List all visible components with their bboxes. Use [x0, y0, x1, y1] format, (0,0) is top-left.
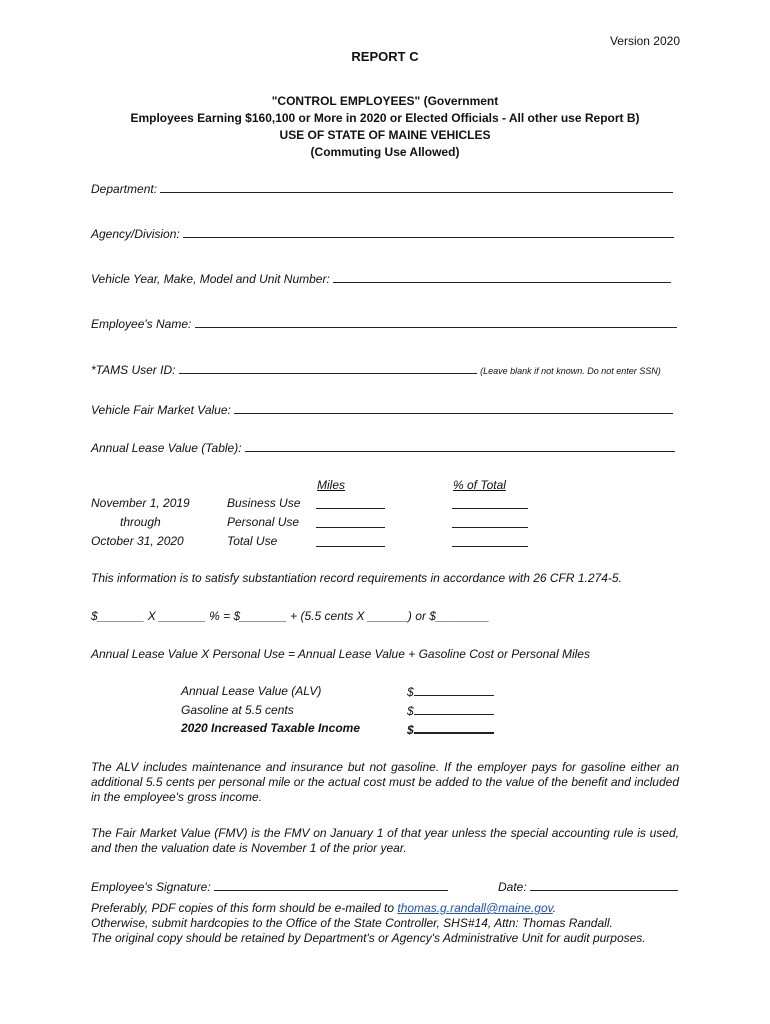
period-start: November 1, 2019: [91, 496, 190, 510]
total-use-label: Total Use: [227, 534, 278, 548]
report-title: REPORT C: [351, 49, 419, 64]
signature-field: [91, 879, 448, 894]
personal-use-label: Personal Use: [227, 515, 300, 529]
header-line-4: (Commuting Use Allowed): [310, 145, 460, 159]
header-line-2: Employees Earning $160,100 or More in 2020 or Elected Officials - All other use Report B): [130, 111, 640, 125]
formula-description: Annual Lease Value X Personal Use = Annual Lease Value + Gasoline Cost or Personal Miles: [91, 647, 590, 661]
employee-name-input-line[interactable]: [195, 316, 677, 328]
signature-label: Employee's Signature:: [91, 880, 211, 894]
fmv-note: The Fair Market Value (FMV) is the FMV on January 1 of that year unless the special accounting rule is used, and then the valuation date is November 1 of the prior year.: [91, 826, 679, 855]
department-input-line[interactable]: [160, 181, 673, 193]
taxable-income-input[interactable]: [414, 721, 494, 734]
footer-email-suffix: .: [552, 901, 557, 915]
alv-label: Annual Lease Value (ALV): [181, 684, 322, 698]
personal-miles-input[interactable]: [316, 516, 385, 528]
taxable-income-amount: [407, 721, 494, 737]
period-through: through: [120, 515, 161, 529]
annual-lease-field: [91, 440, 675, 455]
vehicle-field: [91, 271, 671, 286]
tams-input-line[interactable]: [179, 362, 477, 374]
fair-market-input-line[interactable]: [234, 402, 673, 414]
signature-input-line[interactable]: [214, 879, 448, 891]
annual-lease-input-line[interactable]: [245, 440, 675, 452]
gasoline-amount-input[interactable]: [414, 703, 494, 715]
employee-name-field: [91, 316, 677, 331]
footer-line-1: [91, 901, 556, 915]
department-label: Department:: [91, 182, 158, 196]
agency-field: [91, 226, 674, 241]
date-label: Date:: [498, 880, 527, 894]
form-header: [0, 93, 770, 161]
agency-label: Agency/Division:: [91, 227, 180, 241]
date-field: [498, 879, 678, 894]
employee-name-label: Employee's Name:: [91, 317, 192, 331]
total-percent-input[interactable]: [452, 535, 528, 547]
header-line-3: USE OF STATE OF MAINE VEHICLES: [279, 128, 491, 142]
controller-email-link[interactable]: thomas.g.randall@maine.gov: [397, 901, 553, 915]
header-line-1: "CONTROL EMPLOYEES" (Government: [271, 94, 499, 108]
gasoline-amount: [407, 703, 494, 718]
taxable-dollar-sign: $: [407, 723, 414, 737]
alv-dollar-sign: $: [407, 685, 414, 699]
tams-field: [91, 362, 661, 377]
personal-percent-input[interactable]: [452, 516, 528, 528]
percent-column-header: % of Total: [453, 478, 506, 492]
gasoline-dollar-sign: $: [407, 704, 414, 718]
agency-input-line[interactable]: [183, 226, 674, 238]
business-use-label: Business Use: [227, 496, 301, 510]
footer-line-3: The original copy should be retained by Department's or Agency's Administrative Unit for audit purposes.: [91, 931, 646, 945]
fair-market-field: [91, 402, 673, 417]
business-miles-input[interactable]: [316, 497, 385, 509]
annual-lease-label: Annual Lease Value (Table):: [91, 441, 242, 455]
miles-column-header: Miles: [317, 478, 346, 492]
tams-hint: (Leave blank if not known. Do not enter SSN): [480, 366, 661, 376]
vehicle-label: Vehicle Year, Make, Model and Unit Number:: [91, 272, 330, 286]
footer-email-prefix: Preferably, PDF copies of this form should be e-mailed to: [91, 901, 398, 915]
tams-label: *TAMS User ID:: [91, 363, 176, 377]
vehicle-input-line[interactable]: [333, 271, 671, 283]
substantiation-text: This information is to satisfy substantiation record requirements in accordance with 26 CFR 1.274-5.: [91, 571, 622, 585]
business-percent-input[interactable]: [452, 497, 528, 509]
alv-amount-input[interactable]: [414, 684, 494, 696]
total-miles-input[interactable]: [316, 535, 385, 547]
fair-market-label: Vehicle Fair Market Value:: [91, 403, 231, 417]
alv-amount: [407, 684, 494, 699]
alv-note: The ALV includes maintenance and insurance but not gasoline. If the employer pays for gasoline either an additional 5.5 cents per personal mile or the actual cost must be added to the value of the benefit and included in the employee's gross income.: [91, 760, 679, 804]
version-label: Version 2020: [609, 34, 680, 48]
footer-line-2: Otherwise, submit hardcopies to the Office of the State Controller, SHS#14, Attn: Thomas Randall.: [91, 916, 613, 930]
department-field: [91, 181, 673, 196]
taxable-income-label: 2020 Increased Taxable Income: [181, 721, 360, 735]
date-input-line[interactable]: [530, 879, 678, 891]
gasoline-label: Gasoline at 5.5 cents: [181, 703, 294, 717]
period-end: October 31, 2020: [91, 534, 184, 548]
formula-line: $_______ X _______ % = $_______ + (5.5 cents X ______) or $________: [91, 609, 490, 623]
